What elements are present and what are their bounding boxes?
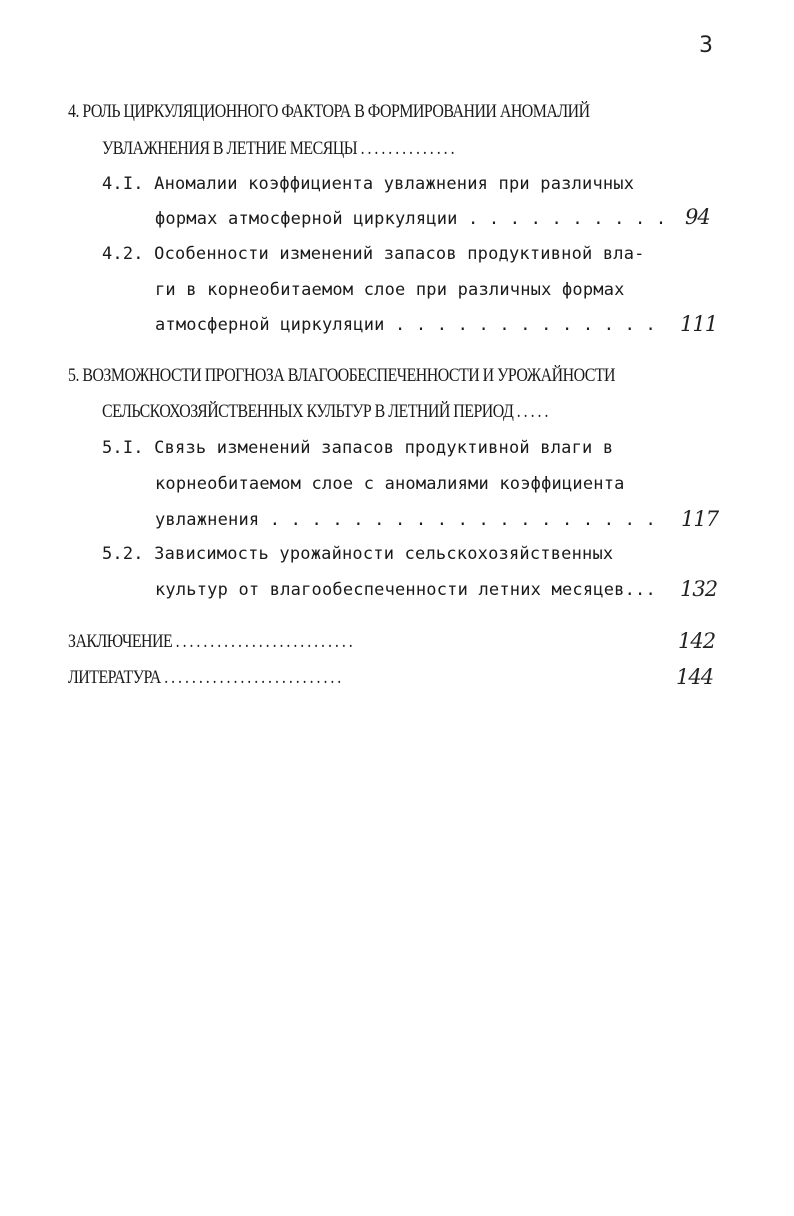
section-4-title-line2: УВЛАЖНЕНИЯ В ЛЕТНИЕ МЕСЯЦЫ . . . . . . . . . . . . . .	[102, 139, 455, 159]
subsection-5-1-line1: 5.I. Связь изменений запасов продуктивной влаги в	[102, 438, 614, 458]
literature-entry: ЛИТЕРАТУРА . . . . . . . . . . . . . . . . . . . . . . . . . .	[68, 668, 341, 688]
subsection-5-2-line2: культур от влагообеспеченности летних месяцев...	[155, 580, 656, 600]
subsection-5-2-line1: 5.2. Зависимость урожайности сельскохозяйственных	[102, 544, 614, 564]
section-5-title-line2: СЕЛЬСКОХОЗЯЙСТВЕННЫХ КУЛЬТУР В ЛЕТНИЙ ПЕРИОД . . . . .	[102, 402, 548, 422]
subsection-5-1-line2: корнеобитаемом слое с аномалиями коэффициента	[155, 474, 625, 494]
section-4-title-line1: 4. РОЛЬ ЦИРКУЛЯЦИОННОГО ФАКТОРА В ФОРМИРОВАНИИ АНОМАЛИЙ	[68, 102, 590, 122]
subsection-4-1-line1: 4.I. Аномалии коэффициента увлажнения при различных	[102, 174, 635, 194]
subsection-4-2-page: 111	[680, 312, 718, 336]
subsection-5-1-page: 117	[681, 507, 719, 531]
subsection-4-2-line1: 4.2. Особенности изменений запасов продуктивной вла-	[102, 244, 645, 264]
subsection-5-2-page: 132	[680, 577, 718, 601]
literature-page: 144	[676, 665, 714, 689]
conclusion-page: 142	[678, 629, 716, 653]
subsection-4-2-line3: атмосферной циркуляции . . . . . . . . . . . . .	[155, 315, 656, 335]
page-number: 3	[699, 33, 713, 58]
subsection-4-1-line2: формах атмосферной циркуляции . . . . . . . . . .	[155, 209, 667, 229]
section-5-title-line1: 5. ВОЗМОЖНОСТИ ПРОГНОЗА ВЛАГООБЕСПЕЧЕННОСТИ И УРОЖАЙНОСТИ	[68, 366, 616, 386]
subsection-4-2-line2: ги в корнеобитаемом слое при различных формах	[155, 280, 625, 300]
subsection-5-1-line3: увлажнения . . . . . . . . . . . . . . . . . . .	[155, 510, 656, 530]
subsection-4-1-page: 94	[685, 205, 710, 229]
conclusion-entry: ЗАКЛЮЧЕНИЕ . . . . . . . . . . . . . . . . . . . . . . . . . .	[68, 632, 353, 652]
